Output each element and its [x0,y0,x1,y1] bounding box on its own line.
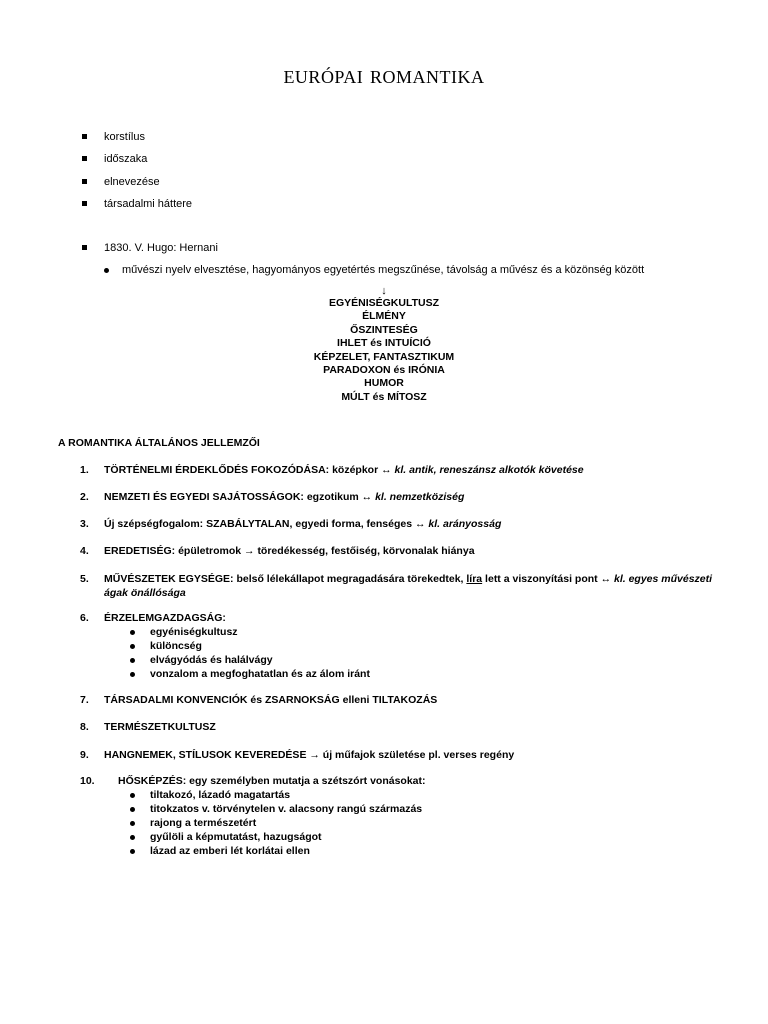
romantic-terms-block [0,286,768,404]
term: KÉPZELET, FANTASZTIKUM [313,350,455,363]
item-number: 10. [80,775,95,787]
item-text: HANGNEMEK, STÍLUSOK KEVEREDÉSE → új műfajok születése pl. verses regény [104,749,515,761]
item-text-main: MŰVÉSZETEK EGYSÉGE: belső lélekállapot megragadására törekedtek, [104,573,467,585]
term: IHLET és INTUÍCIÓ [337,337,431,350]
term: PARADOXON és IRÓNIA [323,364,445,377]
list-item: titokzatos v. törvénytelen v. alacsony rangú származás [128,802,422,816]
item6-sublist [128,625,370,681]
item-text [104,572,714,600]
item-number: 6. [80,612,89,624]
term: HUMOR [364,377,404,390]
item-text: ÉRZELEMGAZDAGSÁG: [104,612,226,624]
item10-sublist [128,788,422,858]
item-number: 2. [80,491,89,503]
list-item: lázad az emberi lét korlátai ellen [128,844,422,858]
term: ÉLMÉNY [362,310,406,323]
list-item: időszaka [82,151,192,173]
list-item: egyéniségkultusz [128,625,370,639]
item-number: 3. [80,518,89,530]
item-text-italic: kl. nemzetköziség [375,491,465,503]
event-subitem-text: művészi nyelv elvesztése, hagyományos egyetértés megszűnése, távolság a művész és a közönség között [122,264,645,276]
list-item: gyűlöli a képmutatást, hazugságot [128,830,422,844]
page-title-text: európai romantika [283,62,485,89]
list-item: vonzalom a megfoghatatlan és az álom iránt [128,667,370,681]
item-text-italic: kl. arányosság [428,518,502,530]
list-item: tiltakozó, lázadó magatartás [128,788,422,802]
item-text: HŐSKÉPZÉS: egy személyben mutatja a szétszórt vonásokat: [118,775,426,787]
bullet-dot-icon [104,268,109,273]
event-bullet-list [82,240,218,262]
term: MÚLT és MÍTOSZ [341,390,427,403]
item-text-main: TÖRTÉNELMI ÉRDEKLŐDÉS FOKOZÓDÁSA: középkor ↔ [104,464,395,476]
page-title [0,62,768,90]
item-text: TÁRSADALMI KONVENCIÓK és ZSARNOKSÁG elleni TILTAKOZÁS [104,694,438,706]
list-item: elvágyódás és halálvágy [128,653,370,667]
item-number: 1. [80,464,89,476]
list-item: korstílus [82,129,192,151]
item-text [104,463,714,477]
top-bullet-list [82,129,192,218]
item-text-main-cont: lett a viszonyítási pont ↔ [482,573,614,585]
item-text: EREDETISÉG: épületromok → töredékesség, festőiség, körvonalak hiánya [104,545,475,557]
term: ŐSZINTESÉG [350,323,418,336]
item-text [104,517,714,531]
list-item: különcség [128,639,370,653]
item-number: 5. [80,573,89,585]
item-text-underlined: líra [466,573,483,585]
item-text-italic: kl. egyes művészeti ágak önállósága [104,573,713,599]
list-item: rajong a természetért [128,816,422,830]
item-text-main: Új szépségfogalom: SZABÁLYTALAN, egyedi forma, fenséges ↔ [104,518,429,530]
item-text [104,490,714,504]
item-text-main: NEMZETI ÉS EGYEDI SAJÁTOSSÁGOK: egzotikum ↔ [104,491,376,503]
item-number: 4. [80,545,89,557]
section-heading: A ROMANTIKA ÁLTALÁNOS JELLEMZŐI [58,437,260,449]
item-number: 7. [80,694,89,706]
event-item: 1830. V. Hugo: Hernani [82,240,218,262]
item-text: TERMÉSZETKULTUSZ [104,721,216,733]
item-text-italic: kl. antik, reneszánsz alkotók követése [394,464,584,476]
list-item: elnevezése [82,174,192,196]
term: EGYÉNISÉGKULTUSZ [328,297,440,309]
list-item: társadalmi háttere [82,196,192,218]
item-number: 9. [80,749,89,761]
item-number: 8. [80,721,89,733]
event-subitem [104,263,644,277]
arrow-down-icon: ↓ [381,285,387,297]
